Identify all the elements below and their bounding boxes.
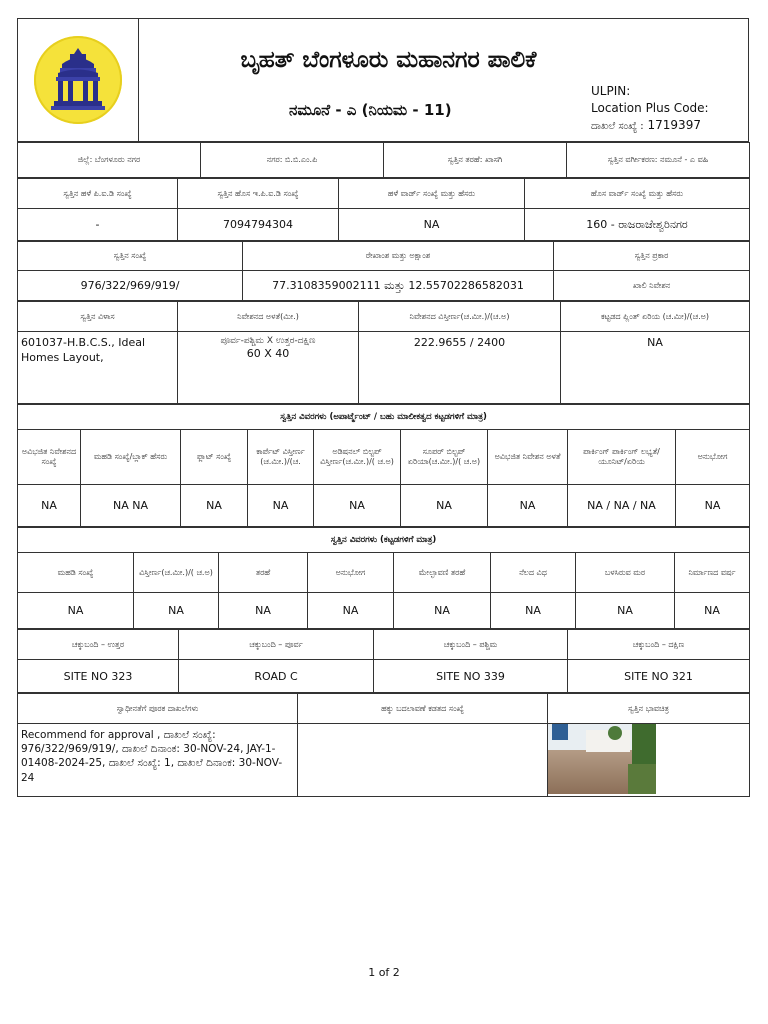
bbmp-emblem-icon <box>34 36 122 124</box>
boundary-south-label: ಚಕ್ಕುಬಂದಿ – ದಕ್ಷಿಣ <box>568 630 750 660</box>
address-measure-table <box>17 301 750 404</box>
organization-title: ಬೃಹತ್ ಬೆಂಗಳೂರು ಮಹಾನಗರ ಪಾಲಿಕೆ <box>240 47 537 73</box>
property-kind-value: ಖಾಲಿ ನಿವೇಶನ <box>554 271 750 301</box>
bld-label-construction-year: ನಿರ್ಮಾಣದ ವರ್ಷ <box>675 553 750 593</box>
apt-label-floor-block: ಮಹಡಿ ಸಂಖ್ಯೆ/ಬ್ಲಾಕ್ ಹೆಸರು <box>81 430 181 485</box>
city-cell: ನಗರ: ಬಿ.ಬಿ.ಎಂ.ಪಿ <box>201 143 384 178</box>
ownership-docs-value: Recommend for approval , ದಾಖಲೆ ಸಂಖ್ಯೆ: 976/322/969/919/, ದಾಖಲೆ ದಿನಾಂಕ: 30-NOV-24, JAY-1-01408-2024-25, ದಾಖಲೆ ಸಂಖ್ಯೆ: 1, ದಾಖಲೆ ದಿನಾಂಕ: 30-NOV-24 <box>18 724 298 797</box>
site-area-label: ನಿವೇಶನದ ವಿಸ್ತೀರ್ಣ(ಚ.ಮೀ.)/(ಚ.ಅ) <box>359 302 561 332</box>
coordinates-value: 77.3108359002111 ಮತ್ತು 12.55702286582031 <box>243 271 554 301</box>
new-ward-label: ಹೊಸ ವಾರ್ಡ್ ಸಂಖ್ಯೆ ಮತ್ತು ಹೆಸರು <box>525 179 750 209</box>
building-section-title: ಸ್ವತ್ತಿನ ವಿವರಗಳು (ಕಟ್ಟಡಗಳಿಗೆ ಮಾತ್ರ) <box>18 528 750 553</box>
new-epid-label: ಸ್ವತ್ತಿನ ಹೊಸ ಇ.ಪಿ.ಐ.ಡಿ ಸಂಖ್ಯೆ <box>178 179 339 209</box>
mutation-file-label: ಹಕ್ಕು ಬದಲಾವಣೆ ಕಡತದ ಸಂಖ್ಯೆ <box>298 694 548 724</box>
apt-label-parking: ಪಾರ್ಕಿಂಗ್ ಪಾರ್ಕಿಂಗ್ ಲಭ್ಯತೆ/ಯೂನಿಟ್/ಏರಿಯ <box>568 430 676 485</box>
temple-emblem-icon <box>48 46 108 112</box>
old-ward-value: NA <box>339 209 525 241</box>
apt-label-additional-builtup: ಅಡಿಷನಲ್ ಬಿಲ್ಟಪ್ ವಿಸ್ತೀರ್ಣ(ಚ.ಮೀ.)/( ಚ.ಅ) <box>314 430 401 485</box>
boundary-west-value: SITE NO 339 <box>374 660 568 693</box>
property-number-table <box>17 241 750 301</box>
apt-value-flat-no: NA <box>181 485 248 527</box>
apt-label-flat-no: ಫ್ಲಾಟ್ ಸಂಖ್ಯೆ <box>181 430 248 485</box>
bld-value-floor-no: NA <box>18 593 134 629</box>
ownership-table <box>17 693 750 797</box>
apt-value-undivided-no: NA <box>18 485 81 527</box>
old-pid-label: ಸ್ವತ್ತಿನ ಹಳೆ ಪಿ.ಐ.ಡಿ ಸಂಖ್ಯೆ <box>18 179 178 209</box>
measure-direction: ಪೂರ್ವ-ಪಶ್ಚಿಮ X ಉತ್ತರ-ದಕ್ಷಿಣ <box>220 336 316 346</box>
boundary-south-value: SITE NO 321 <box>568 660 750 693</box>
property-kind-label: ಸ್ವತ್ತಿನ ಪ್ರಕಾರ <box>554 242 750 271</box>
property-document <box>17 18 749 797</box>
property-photo-cell <box>548 724 750 797</box>
building-details-table <box>17 527 750 629</box>
ulpin-label: ULPIN: <box>591 84 631 98</box>
bld-label-wood-used: ಬಳಸಿರುವ ಮರ <box>576 553 675 593</box>
file-number-value: 1719397 <box>647 118 701 132</box>
apt-value-additional-builtup: NA <box>314 485 401 527</box>
bld-value-wood-used: NA <box>576 593 675 629</box>
bld-value-construction-year: NA <box>675 593 750 629</box>
logo-cell <box>18 19 139 142</box>
apartment-details-table <box>17 404 750 527</box>
new-epid-value: 7094794304 <box>178 209 339 241</box>
plinth-area-label: ಕಟ್ಟಡದ ಪ್ಲಿಂತ್ ಏರಿಯ (ಚ.ಮೀ)/(ಚ.ಅ) <box>561 302 750 332</box>
old-ward-label: ಹಳೆ ವಾರ್ಡ್ ಸಂಖ್ಯೆ ಮತ್ತು ಹೆಸರು <box>339 179 525 209</box>
old-pid-value: - <box>18 209 178 241</box>
property-number-label: ಸ್ವತ್ತಿನ ಸಂಖ್ಯೆ <box>18 242 243 271</box>
apartment-section-title: ಸ್ವತ್ತಿನ ವಿವರಗಳು (ಅಪಾರ್ಟ್ಮೆಂಟ್ / ಬಹು ಮಾಲೀಕತ್ವದ ಕಟ್ಟಡಗಳಿಗೆ ಮಾತ್ರ) <box>18 405 750 430</box>
apt-label-usage: ಅನುಭೋಗ <box>676 430 750 485</box>
measure-dimensions: 60 X 40 <box>246 347 290 361</box>
property-photo <box>548 724 656 794</box>
bld-label-roof-type: ಮೇಲ್ಛಾವಣಿ ತರಹೆ <box>394 553 491 593</box>
apt-label-undivided-no: ಅವಿಭಜಿತ ನಿವೇಶನದ ಸಂಖ್ಯೆ <box>18 430 81 485</box>
apt-value-carpet-area: NA <box>248 485 314 527</box>
bld-value-floor-type: NA <box>491 593 576 629</box>
coordinates-label: ರೇಖಾಂಶ ಮತ್ತು ಅಕ್ಷಾಂಶ <box>243 242 554 271</box>
bld-label-usage: ಅನುಭೋಗ <box>308 553 394 593</box>
pid-ward-table <box>17 178 750 241</box>
apt-value-undivided-measure: NA <box>488 485 568 527</box>
apt-value-floor-block: NA NA <box>81 485 181 527</box>
boundary-east-value: ROAD C <box>179 660 374 693</box>
property-number-value: 976/322/969/919/ <box>18 271 243 301</box>
property-photo-label: ಸ್ವತ್ತಿನ ಭಾವಚಿತ್ರ <box>548 694 750 724</box>
header-meta <box>591 83 709 135</box>
bld-label-floor-type: ನೆಲದ ವಿಧ <box>491 553 576 593</box>
apt-label-carpet-area: ಕಾರ್ಪೆಟ್ ವಿಸ್ತೀರ್ಣ (ಚ.ಮೀ.)/(ಚ. <box>248 430 314 485</box>
address-label: ಸ್ವತ್ತಿನ ವಿಳಾಸ <box>18 302 178 332</box>
file-number-label: ದಾಖಲೆ ಸಂಖ್ಯೆ : <box>591 121 644 132</box>
property-class-cell: ಸ್ವತ್ತಿನ ವರ್ಗೀಕರಣ: ನಮೂನೆ - ಎ ವಹಿ <box>567 143 750 178</box>
plinth-area-value: NA <box>561 332 750 404</box>
apt-value-super-builtup: NA <box>401 485 488 527</box>
apt-label-undivided-measure: ಅವಿಭಜಿತ ನಿವೇಶನ ಅಳತೆ <box>488 430 568 485</box>
location-plus-code-label: Location Plus Code: <box>591 101 709 115</box>
bld-label-area: ವಿಸ್ತೀರ್ಣ(ಚ.ಮೀ.)/( ಚ.ಅ) <box>134 553 219 593</box>
boundaries-table <box>17 629 750 693</box>
apt-value-parking: NA / NA / NA <box>568 485 676 527</box>
mutation-file-value <box>298 724 548 797</box>
bld-label-type: ತರಹೆ <box>219 553 308 593</box>
apt-value-usage: NA <box>676 485 750 527</box>
property-summary-row <box>17 142 750 178</box>
ownership-docs-label: ಸ್ವಾಧೀನತೆಗೆ ಪೂರಕ ದಾಖಲೆಗಳು <box>18 694 298 724</box>
bld-label-floor-no: ಮಹಡಿ ಸಂಖ್ಯೆ <box>18 553 134 593</box>
apt-label-super-builtup: ಸೂಪರ್ ಬಿಲ್ಟಪ್ ಏರಿಯಾ(ಚ.ಮೀ.)/( ಚ.ಅ) <box>401 430 488 485</box>
boundary-north-value: SITE NO 323 <box>18 660 179 693</box>
bld-value-roof-type: NA <box>394 593 491 629</box>
site-area-value: 222.9655 / 2400 <box>359 332 561 404</box>
form-subtitle: ನಮೂನೆ - ಎ (ನಿಯಮ - 11) <box>289 101 452 119</box>
bld-value-type: NA <box>219 593 308 629</box>
bld-value-usage: NA <box>308 593 394 629</box>
site-measure-label: ನಿವೇಶನದ ಅಳತೆ(ಮೀ.) <box>178 302 359 332</box>
boundary-north-label: ಚಕ್ಕುಬಂದಿ – ಉತ್ತರ <box>18 630 179 660</box>
address-value: 601037-H.B.C.S., Ideal Homes Layout, <box>18 332 178 404</box>
property-type-cell: ಸ್ವತ್ತಿನ ತರಹೆ: ಖಾಸಗಿ <box>384 143 567 178</box>
site-measure-value <box>178 332 359 404</box>
page-indicator: 1 of 2 <box>368 966 400 979</box>
document-header <box>17 18 749 142</box>
boundary-east-label: ಚಕ್ಕುಬಂದಿ – ಪೂರ್ವ <box>179 630 374 660</box>
boundary-west-label: ಚಕ್ಕುಬಂದಿ – ಪಶ್ಚಿಮ <box>374 630 568 660</box>
bld-value-area: NA <box>134 593 219 629</box>
district-cell: ಜಿಲ್ಲೆ: ಬೆಂಗಳೂರು ನಗರ <box>18 143 201 178</box>
new-ward-value: 160 - ರಾಜರಾಜೇಶ್ವರಿನಗರ <box>525 209 750 241</box>
